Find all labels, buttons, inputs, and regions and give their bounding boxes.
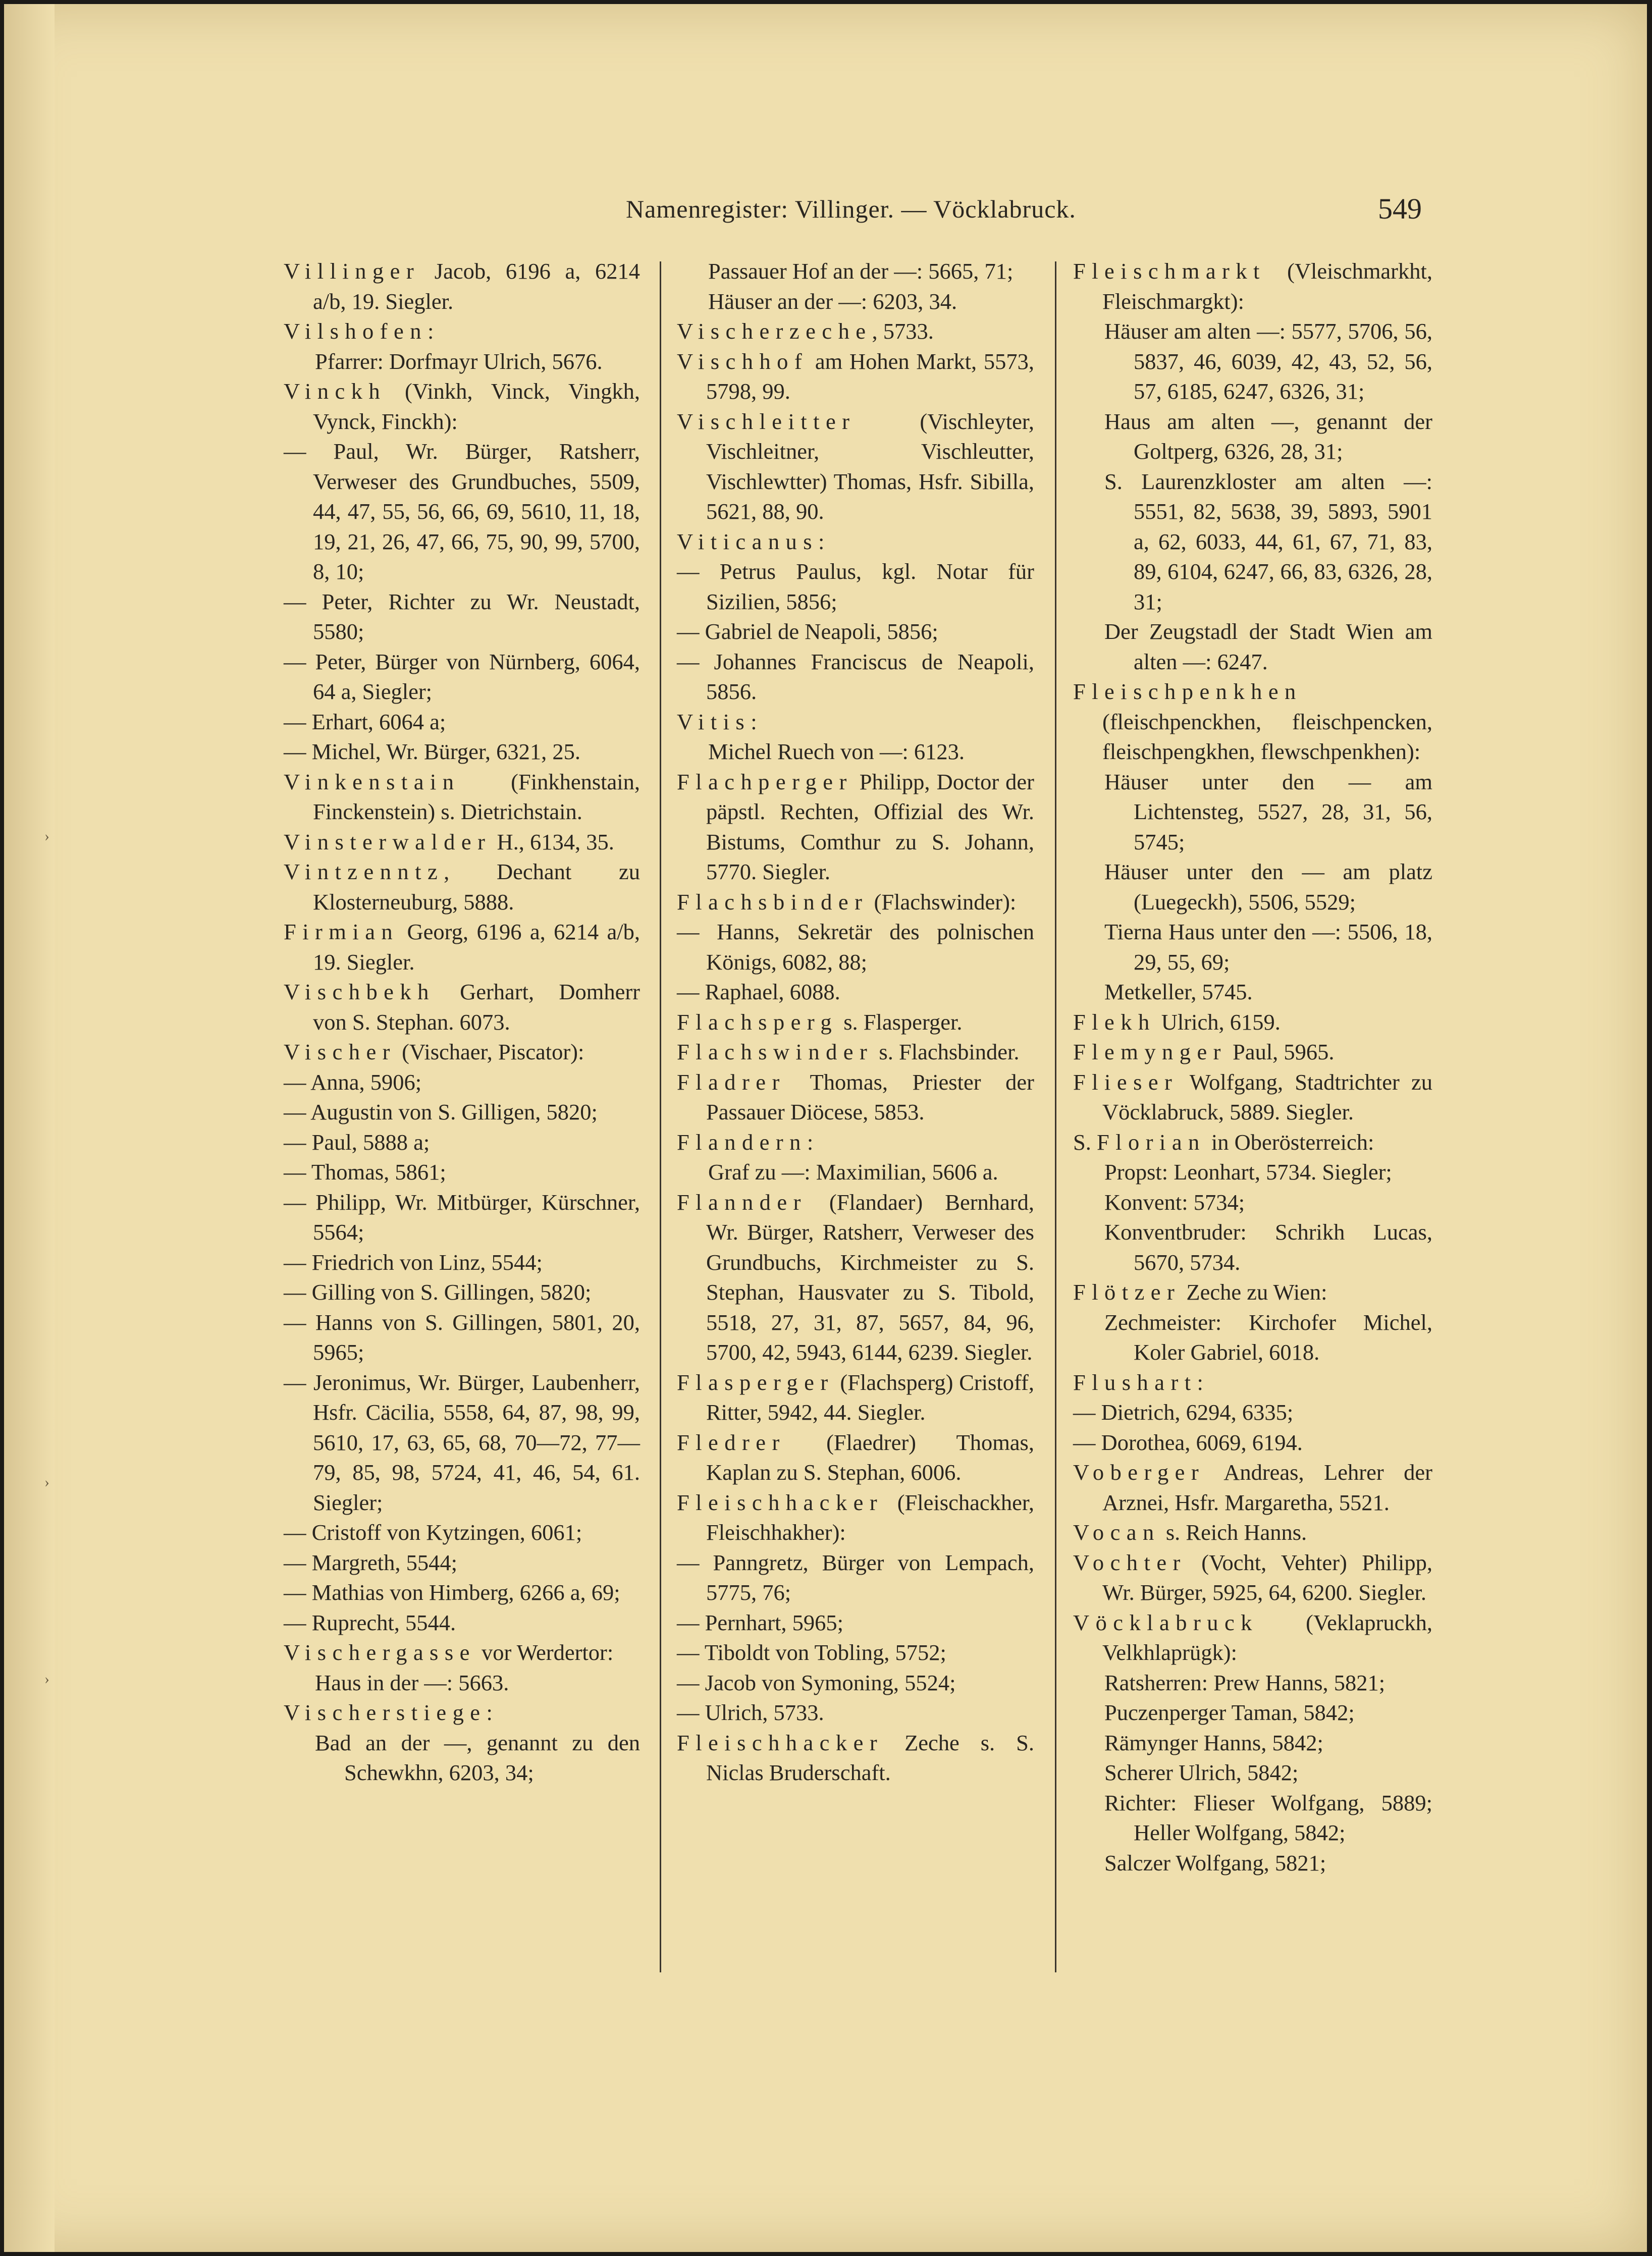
entry-keyword: Fleischhacker [677, 1730, 884, 1755]
index-entry [677, 1067, 1034, 1127]
index-subentry [1073, 857, 1432, 917]
running-header: Namenregister: Villinger. — Vöcklabruck. [626, 195, 1076, 223]
index-subentry [284, 1668, 640, 1698]
index-entry [677, 707, 1034, 737]
index-subentry [1073, 917, 1432, 977]
entry-text: — Augustin von S. Gilligen, 5820; [284, 1099, 598, 1124]
entry-text: — Paul, 5888 a; [284, 1129, 430, 1155]
index-entry [677, 647, 1034, 707]
entry-text: (Vischleyter, Vischleitner, Vischleutter, Vischlewtter) Thomas, Hsfr. Sibilla, 5621, 88, 90. [706, 408, 1034, 524]
index-entry [284, 1277, 640, 1308]
index-entry [677, 407, 1034, 527]
entry-text: — Friedrich von Linz, 5544; [284, 1249, 543, 1275]
entry-keyword: Vinsterwalder [284, 829, 492, 854]
index-subentry [1073, 407, 1432, 467]
index-entry [677, 977, 1034, 1007]
index-subentry [1073, 617, 1432, 677]
entry-text: vor Werdertor: [475, 1640, 614, 1665]
index-entry [677, 1638, 1034, 1668]
index-entry [284, 1368, 640, 1518]
entry-text: Bad an der —, genannt zu den Schewkhn, 6203, 34; [315, 1730, 640, 1785]
entry-text: Zechmeister: Kirchofer Michel, Koler Gabriel, 6018. [1104, 1309, 1432, 1365]
page-number: 549 [1378, 192, 1422, 225]
index-entry [1073, 1067, 1432, 1127]
entry-keyword: Flasperger [677, 1369, 834, 1395]
entry-text: — Dorothea, 6069, 6194. [1073, 1429, 1303, 1455]
index-entry [677, 1548, 1034, 1608]
index-entry [677, 557, 1034, 617]
entry-text: Salczer Wolfgang, 5821; [1104, 1850, 1326, 1875]
entry-keyword: Vinkenstain [284, 769, 460, 794]
index-entry [677, 1368, 1034, 1428]
entry-keyword: Vocan [1073, 1520, 1160, 1545]
entry-text: (Finkhenstain, Finckenstein) s. Dietrichstain. [313, 769, 640, 824]
index-entry [677, 617, 1034, 647]
index-entry [284, 1157, 640, 1188]
entry-text: Pfarrer: Dorfmayr Ulrich, 5676. [315, 348, 603, 374]
entry-text: — Cristoff von Kytzingen, 6061; [284, 1520, 582, 1545]
entry-text: am Hohen Markt, 5573, 5798, 99. [706, 348, 1034, 404]
entry-text: s. Flachsbinder. [873, 1039, 1020, 1064]
entry-text: : [1197, 1369, 1203, 1395]
index-entry [284, 977, 640, 1037]
entry-keyword: Vischleitter [677, 408, 856, 434]
entry-text: — Gabriel de Neapoli, 5856; [677, 619, 938, 644]
entry-text: — Pernhart, 5965; [677, 1609, 843, 1635]
index-entry [677, 1127, 1034, 1158]
index-entry [1073, 1608, 1432, 1668]
index-subentry [1073, 1668, 1432, 1698]
entry-keyword: Vilshofen [284, 318, 428, 344]
index-entry [677, 347, 1034, 407]
entry-text: — Raphael, 6088. [677, 979, 840, 1004]
index-entry [284, 1638, 640, 1668]
entry-text: Puczenperger Taman, 5842; [1104, 1700, 1355, 1725]
index-entry [1073, 1398, 1432, 1428]
entry-text: Haus in der —: 5663. [315, 1670, 509, 1695]
entry-text: Gerhart, Domherr von S. Stephan. 6073. [313, 979, 640, 1035]
entry-text: : [486, 1700, 493, 1725]
entry-text: — Petrus Paulus, kgl. Notar für Sizilien, 5856; [677, 559, 1034, 614]
entry-text: — Michel, Wr. Bürger, 6321, 25. [284, 739, 581, 764]
index-subentry [1073, 1217, 1432, 1277]
index-entry [677, 1488, 1034, 1548]
entry-text: — Jacob von Symoning, 5524; [677, 1670, 956, 1695]
entry-text: s. Flasperger. [838, 1009, 963, 1035]
entry-text: Thomas, Priester der Passauer Diöcese, 5853. [706, 1069, 1034, 1124]
index-entry [1073, 1458, 1432, 1518]
index-entry [677, 1608, 1034, 1638]
entry-text: : [818, 528, 825, 554]
entry-keyword: Flandern [677, 1129, 807, 1155]
index-subentry [1073, 1848, 1432, 1878]
entry-text: — Gilling von S. Gillingen, 5820; [284, 1279, 592, 1305]
binding-mark: › [44, 1671, 49, 1687]
index-entry [284, 1248, 640, 1278]
index-entry [1073, 1127, 1432, 1158]
index-entry [284, 1188, 640, 1248]
entry-keyword: Vochter [1073, 1549, 1187, 1575]
entry-text: — Hanns von S. Gillingen, 5801, 20, 5965; [284, 1309, 640, 1365]
entry-text: s. Reich Hanns. [1160, 1520, 1307, 1545]
entry-text: Richter: Flieser Wolfgang, 5889; Heller Wolfgang, 5842; [1104, 1790, 1432, 1845]
entry-keyword: Flachperger [677, 769, 853, 794]
entry-text: (fleischpenckhen, fleischpencken, fleischpengkhen, flewschpenkhen): [1102, 709, 1432, 764]
entry-text: Häuser unter den — am platz (Luegeckh), 5506, 5529; [1104, 859, 1432, 915]
index-entry [1073, 1007, 1432, 1038]
index-subentry [1073, 1698, 1432, 1728]
entry-text: : [807, 1129, 814, 1155]
entry-keyword: Vischerstiege [284, 1700, 487, 1725]
entry-keyword: Vöcklabruck [1073, 1609, 1258, 1635]
entry-text: Wolfgang, Stadtrichter zu Vöcklabruck, 5889. Siegler. [1102, 1069, 1432, 1124]
column-divider [1055, 261, 1056, 1972]
entry-keyword: Florian [1097, 1129, 1206, 1155]
entry-keyword: Fleischhacker [677, 1489, 884, 1515]
entry-text: Zeche s. S. Niclas Bruderschaft. [706, 1730, 1034, 1785]
index-subentry [677, 737, 1034, 767]
index-entry [677, 1668, 1034, 1698]
entry-text: : [751, 709, 757, 734]
entry-text: , 5733. [872, 318, 934, 344]
index-entry [284, 1067, 640, 1098]
entry-prefix: S. [1073, 1129, 1097, 1155]
entry-text: — Margreth, 5544; [284, 1549, 458, 1575]
entry-text: Haus am alten —, genannt der Goltperg, 6326, 28, 31; [1104, 408, 1432, 464]
index-subentry [284, 347, 640, 377]
index-column-1 [284, 256, 640, 1788]
entry-text: Scherer Ulrich, 5842; [1104, 1760, 1299, 1785]
index-entry [284, 767, 640, 827]
index-entry [284, 737, 640, 767]
index-subentry [677, 287, 1034, 317]
entry-keyword: Vitis [677, 709, 751, 734]
index-subentry [1073, 1788, 1432, 1848]
entry-keyword: Flötzer [1073, 1279, 1181, 1305]
entry-text: Tierna Haus unter den —: 5506, 18, 29, 55, 69; [1104, 919, 1432, 975]
index-entry [284, 437, 640, 587]
entry-keyword: Flannder [677, 1189, 807, 1215]
index-entry [284, 707, 640, 737]
entry-text: Metkeller, 5745. [1104, 979, 1253, 1004]
entry-text: in Oberösterreich: [1205, 1129, 1374, 1155]
index-entry [284, 1037, 640, 1067]
entry-text: Georg, 6196 a, 6214 a/b, 19. Siegler. [313, 919, 640, 975]
entry-text: , Dechant zu Klosterneuburg, 5888. [313, 859, 640, 915]
index-entry [677, 887, 1034, 918]
binding-mark: › [44, 828, 49, 844]
index-entry [677, 1007, 1034, 1038]
index-entry [677, 767, 1034, 887]
entry-keyword: Fleischmarkt [1073, 258, 1266, 284]
index-entry [1073, 1548, 1432, 1608]
index-entry [677, 917, 1034, 977]
entry-text: — Thomas, 5861; [284, 1159, 446, 1185]
entry-text: — Jeronimus, Wr. Bürger, Laubenherr, Hsfr. Cäcilia, 5558, 64, 87, 98, 99, 5610, 17, 63, 65, 68, 70—72, 77—79, 85, 98, 5724, 41, 46, 54, 61. Siegler; [284, 1369, 640, 1515]
index-subentry [1073, 316, 1432, 407]
index-entry [677, 1188, 1034, 1368]
entry-text: (Vischaer, Piscator): [396, 1039, 584, 1064]
entry-text: — Philipp, Wr. Mitbürger, Kürschner, 5564; [284, 1189, 640, 1245]
entry-keyword: Fladrer [677, 1069, 786, 1095]
index-subentry [1073, 467, 1432, 617]
entry-keyword: Flachswinder [677, 1039, 874, 1064]
entry-text: Propst: Leonhart, 5734. Siegler; [1104, 1159, 1392, 1185]
entry-text: — Peter, Bürger von Nürnberg, 6064, 64 a, Siegler; [284, 649, 640, 704]
index-entry [1073, 1368, 1432, 1398]
entry-text: — Ruprecht, 5544. [284, 1609, 456, 1635]
entry-keyword: Viticanus [677, 528, 819, 554]
index-entry [1073, 677, 1432, 767]
entry-keyword: Vischerzeche [677, 318, 872, 344]
entry-keyword: Vischhof [677, 348, 809, 374]
entry-text: Häuser unter den — am Lichtensteg, 5527, 28, 31, 56, 5745; [1104, 769, 1432, 854]
entry-keyword: Flachsperg [677, 1009, 838, 1035]
entry-text: — Mathias von Himberg, 6266 a, 69; [284, 1580, 620, 1605]
entry-text: — Peter, Richter zu Wr. Neustadt, 5580; [284, 588, 640, 644]
index-entry [677, 1428, 1034, 1488]
index-entry [284, 857, 640, 917]
index-subentry [1073, 977, 1432, 1007]
index-entry [284, 1518, 640, 1548]
entry-keyword: Flieser [1073, 1069, 1179, 1095]
entry-keyword: Vischbekh [284, 979, 435, 1004]
entry-text: (Vleischmarkht, Fleischmargkt): [1102, 258, 1432, 314]
entry-keyword: Villinger [284, 258, 420, 284]
index-subentry [1073, 767, 1432, 857]
entry-keyword: Flemynger [1073, 1039, 1227, 1064]
entry-text: (Vocht, Vehter) Philipp, Wr. Bürger, 5925, 64, 6200. Siegler. [1102, 1549, 1432, 1605]
index-entry [677, 1728, 1034, 1788]
index-entry [1073, 256, 1432, 316]
index-entry [1073, 1518, 1432, 1548]
entry-text: — Tiboldt von Tobling, 5752; [677, 1640, 946, 1665]
entry-text: Michel Ruech von —: 6123. [708, 739, 965, 764]
entry-keyword: Fleischpenkhen [1073, 679, 1302, 704]
entry-text: (Flaedrer) Thomas, Kaplan zu S. Stephan, 6006. [706, 1429, 1034, 1485]
index-entry [284, 1548, 640, 1578]
entry-keyword: Flushart [1073, 1369, 1197, 1395]
entry-keyword: Voberger [1073, 1460, 1205, 1485]
index-entry [284, 1578, 640, 1608]
page-gutter [4, 4, 55, 2252]
index-entry [284, 1608, 640, 1638]
entry-text: — Panngretz, Bürger von Lempach, 5775, 76; [677, 1549, 1034, 1605]
index-subentry [1073, 1758, 1432, 1788]
index-subentry [677, 1157, 1034, 1188]
index-entry [677, 1698, 1034, 1728]
entry-text: Philipp, Doctor der päpstl. Rechten, Offizial des Wr. Bistums, Comthur zu S. Johann, 5770. Siegler. [706, 769, 1034, 884]
entry-text: (Flachsperg) Cristoff, Ritter, 5942, 44. Siegler. [706, 1369, 1034, 1425]
entry-text: Passauer Hof an der —: 5665, 71; [708, 258, 1014, 284]
index-subentry [1073, 1728, 1432, 1758]
entry-keyword: Vinckh [284, 379, 387, 404]
index-entry [284, 917, 640, 977]
entry-text: Ulrich, 6159. [1155, 1009, 1281, 1035]
entry-text: (Flandaer) Bernhard, Wr. Bürger, Ratsherr, Verweser des Grundbuchs, Kirchmeister zu S. Stephan, Hausvater zu S. Tibold, 5518, 27, 31, 87, 5657, 84, 96, 5700, 42, 5943, 6144, 6239. Siegler. [706, 1189, 1034, 1365]
entry-text: Der Zeugstadl der Stadt Wien am alten —: 6247. [1104, 619, 1432, 674]
index-entry [284, 256, 640, 316]
index-entry [677, 527, 1034, 557]
index-subentry [1073, 1188, 1432, 1218]
entry-text: Häuser am alten —: 5577, 5706, 56, 5837, 46, 6039, 42, 43, 52, 56, 57, 6185, 6247, 6326, 31; [1104, 318, 1432, 404]
entry-text: — Anna, 5906; [284, 1069, 422, 1095]
entry-text: Paul, 5965. [1227, 1039, 1335, 1064]
entry-text: (Flachswinder): [868, 889, 1017, 915]
index-entry [284, 827, 640, 857]
entry-text: (Vinkh, Vinck, Vingkh, Vynck, Finckh): [313, 379, 640, 434]
entry-text: Graf zu —: Maximilian, 5606 a. [708, 1159, 998, 1185]
entry-text: — Paul, Wr. Bürger, Ratsherr, Verweser des Grundbuches, 5509, 44, 47, 55, 56, 66, 69, 5610, 11, 18, 19, 21, 26, 47, 66, 75, 90, 99, 5700, 8, 10; [284, 439, 640, 584]
entry-text: — Hanns, Sekretär des polnischen Königs, 6082, 88; [677, 919, 1034, 975]
index-entry [1073, 1037, 1432, 1067]
index-entry [1073, 1428, 1432, 1458]
entry-text: Konvent: 5734; [1104, 1189, 1245, 1215]
index-subentry [1073, 1157, 1432, 1188]
entry-keyword: Firmian [284, 919, 399, 944]
entry-text: Zeche zu Wien: [1181, 1279, 1327, 1305]
entry-text: Konventbruder: Schrikh Lucas, 5670, 5734. [1104, 1219, 1432, 1275]
entry-text: Jacob, 6196 a, 6214 a/b, 19. Siegler. [313, 258, 640, 314]
entry-text: — Erhart, 6064 a; [284, 709, 446, 734]
entry-keyword: Vintzenntz [284, 859, 444, 884]
entry-text: — Ulrich, 5733. [677, 1700, 824, 1725]
entry-text: Andreas, Lehrer der Arznei, Hsfr. Margaretha, 5521. [1102, 1460, 1432, 1515]
entry-keyword: Flekh [1073, 1009, 1156, 1035]
index-entry [284, 587, 640, 647]
entry-text: — Dietrich, 6294, 6335; [1073, 1400, 1294, 1425]
entry-keyword: Fledrer [677, 1429, 786, 1455]
entry-text: (Veklapruckh, Velkhlaprügk): [1102, 1609, 1432, 1665]
index-entry [284, 316, 640, 347]
index-entry [677, 316, 1034, 347]
index-entry [284, 647, 640, 707]
index-entry [677, 1037, 1034, 1067]
entry-text: : [427, 318, 434, 344]
index-subentry [284, 1728, 640, 1788]
entry-text: H., 6134, 35. [491, 829, 614, 854]
column-divider [660, 261, 661, 1972]
index-entry [284, 1127, 640, 1158]
entry-keyword: Vischergasse [284, 1640, 476, 1665]
index-entry [284, 1308, 640, 1368]
entry-text: Ratsherren: Prew Hanns, 5821; [1104, 1670, 1385, 1695]
entry-text: Häuser an der —: 6203, 34. [708, 288, 957, 314]
index-entry [284, 377, 640, 437]
index-column-2 [677, 256, 1034, 1788]
index-entry [284, 1097, 640, 1127]
index-entry [284, 1698, 640, 1728]
entry-text: (Fleischackher, Fleischhakher): [706, 1489, 1034, 1545]
index-subentry [677, 256, 1034, 287]
index-entry [1073, 1277, 1432, 1308]
entry-keyword: Vischer [284, 1039, 396, 1064]
index-column-3 [1073, 256, 1432, 1878]
entry-text: S. Laurenzkloster am alten —: 5551, 82, 5638, 39, 5893, 5901 a, 62, 6033, 44, 61, 67, 71, 83, 89, 6104, 6247, 66, 83, 6326, 28, 31; [1104, 468, 1432, 614]
entry-text: — Johannes Franciscus de Neapoli, 5856. [677, 649, 1034, 704]
entry-text: Rämynger Hanns, 5842; [1104, 1730, 1323, 1755]
index-subentry [1073, 1308, 1432, 1368]
entry-keyword: Flachsbinder [677, 889, 869, 915]
binding-mark: › [44, 1474, 49, 1490]
